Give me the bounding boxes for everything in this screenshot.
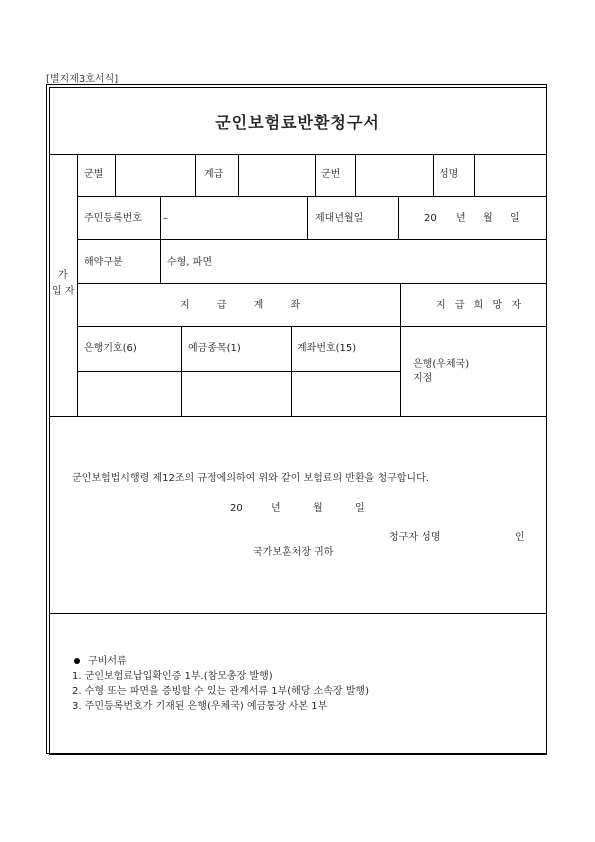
account-number-input[interactable] [292, 370, 398, 414]
claimant-name-label: 청구자 성명 [389, 532, 441, 543]
claim-date-year[interactable]: 20 [230, 503, 243, 514]
discharge-day-unit: 일 [510, 213, 520, 224]
cancellation-type-value[interactable]: 수형, 파면 [167, 257, 212, 268]
deposit-type-input[interactable] [182, 370, 289, 414]
name-label: 성명 [439, 169, 459, 180]
branch-office-label: 지점 [413, 373, 433, 384]
discharge-date-label: 제대년월일 [315, 213, 364, 224]
declaration-statement: 군인보험법시행령 제12조의 규정에의하여 위와 같이 보험료의 반환을 청구합니다. [72, 473, 429, 484]
branch-label: 군별 [84, 169, 104, 180]
resident-number-input[interactable]: – [163, 213, 168, 224]
applicant-label-bottom: 입 자 [52, 286, 75, 297]
discharge-date-year[interactable]: 20 [424, 213, 437, 224]
service-number-input[interactable] [356, 157, 430, 193]
account-number-label: 계좌번호(15) [297, 343, 357, 354]
attachment-item: 3. 주민등록번호가 기재된 은행(우체국) 예금통장 사본 1부 [72, 701, 328, 712]
rank-label: 계급 [204, 169, 224, 180]
service-number-label: 군번 [321, 169, 341, 180]
claim-month-unit: 월 [313, 503, 323, 514]
bank-code-input[interactable] [78, 370, 179, 414]
attachment-item: 2. 수형 또는 파면을 증빙할 수 있는 관계서류 1부(해당 소속장 발행) [72, 686, 369, 697]
cancellation-type-label: 해약구분 [84, 257, 123, 268]
discharge-year-unit: 년 [456, 213, 466, 224]
seal-mark: 인 [515, 532, 525, 543]
branch-input[interactable] [116, 157, 194, 193]
discharge-month-unit: 월 [483, 213, 493, 224]
bank-code-label: 은행기호(6) [84, 343, 137, 354]
form-title: 군인보험료반환청구서 [215, 113, 380, 132]
bullet-icon [74, 658, 80, 664]
form-number-label: [별지제3호서식] [46, 74, 119, 85]
deposit-type-label: 예금종목(1) [188, 343, 241, 354]
attachment-item: 1. 군인보험료납입확인증 1부.(참모총장 발행) [72, 671, 273, 682]
claim-day-unit: 일 [355, 503, 365, 514]
addressee: 국가보훈처장 귀하 [253, 547, 334, 558]
preferred-payee-header: 지 급 희 망 자 [436, 300, 525, 311]
attachments-heading [74, 656, 127, 668]
rank-input[interactable] [239, 157, 313, 193]
payment-account-header: 지 급 계 좌 [180, 300, 313, 311]
claim-year-unit: 년 [271, 503, 281, 514]
bank-name-label: 은행(우체국) [413, 359, 470, 370]
name-input[interactable] [475, 157, 543, 193]
applicant-label-top: 가 [58, 270, 68, 281]
resident-number-label: 주민등록번호 [84, 213, 142, 224]
attachments-heading-text: 구비서류 [88, 656, 127, 667]
